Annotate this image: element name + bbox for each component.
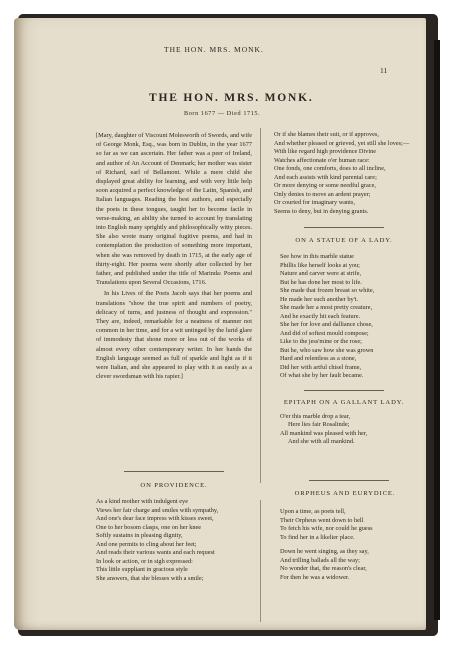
poem-line: For then he was a widower.: [280, 573, 350, 581]
poem-line: No wonder that, the reason's clear,: [280, 565, 367, 572]
poem-line: One fonds, one comforts, does to all incline,: [274, 165, 386, 172]
poem-line: But he, who saw how she was grown: [280, 346, 374, 354]
poem-continuation: [274, 131, 414, 216]
poem-line: Nature and carver were at strife,: [280, 270, 362, 278]
poem-line: Only denies to move an ardent prayer;: [274, 190, 371, 198]
book-edge: [434, 40, 440, 620]
bio-paragraph: In his Lives of the Poets Jacob says that her poems and translations "show the true spirit and numbers of poetry, delicacy of turns, and justness of thought and expression." They are, indeed, remarkable for a neatness of manner not common in her time, and for a wit untinged by the lurid glare of immodesty that shone more or less out of the works of almost every other contemporary writer. In her hands the English language seemed as full of sparkle and light as if it were Italian, and she appeared to play with it as easily as a clever swordsman with his rapier.]: [96, 290, 252, 381]
poem-line: O'er this marble drop a tear,: [280, 412, 351, 420]
poem-line: This little suppliant in gracious style: [96, 566, 188, 573]
poem-line: Or more denying or some needful grace,: [274, 182, 376, 189]
poem-line: And trilling ballads all the way;: [280, 556, 360, 564]
poem-line: Here lies fair Rosalinde;: [288, 421, 350, 429]
poem-statue: [274, 253, 414, 381]
poem-line: Their Orpheus went down to hell: [280, 516, 364, 524]
poem-line: And did of softest mould compose;: [280, 329, 369, 337]
poem-epitaph: [274, 413, 414, 447]
poem-orpheus: [280, 508, 420, 582]
poem-line: Or if she blames their suit, or if approves,: [274, 131, 379, 138]
poem-title: ORPHEUS AND EURYDICE.: [294, 490, 396, 497]
poem-line: To fetch his wife, nor could he guess: [280, 525, 373, 532]
poem-line: And reads their various wants and each request: [96, 549, 215, 556]
bio-paragraph: [Mary, daughter of Viscount Molesworth of Swords, and wife of George Monk, Esq., was born in Dublin, in the year 1677 so far as we can ascertain. Her father was a peer of Ireland, and author of An Account of Denmark; her mother was sister of Richard, earl of Bellamont. While a mere child she displayed great ability for learning, and with very little help soon acquired a perfect knowledge of the Latin, Spanish, and Italian languages. Reading the best authors, and especially the poets in these tongues, taught her to become facile in verse-making, an ability she turned to account by translating into English many sprightly and philosophically witty pieces. She also wrote many original fugitive poems, and had in contemplation the production of something more important, when she was removed by death in 1715, at the early age of thirty-eight. Her poems were shortly after collected by her father, and published under the title of Marinda: Poems and Translations upon Several Occasions, 1716.: [96, 132, 252, 287]
poem-line: She her for love and dalliance chose,: [280, 321, 373, 329]
poem-line: She answers, that she blesses with a smile;: [96, 574, 204, 582]
section-rule: [304, 227, 384, 228]
poem-line: And one permits to cling about her feet;: [96, 540, 197, 548]
poem-line: Or courted for imaginary wants,: [274, 199, 355, 206]
poem-line: She made her a most pretty creature,: [280, 304, 373, 312]
lifespan: Born 1677 — Died 1715.: [184, 110, 261, 117]
poem-line: As a kind mother with indulgent eye: [96, 498, 188, 505]
poem-line: All mankind was pleased with her,: [280, 429, 368, 437]
poem-line: Softly sustains in pleasing dignity,: [96, 532, 183, 539]
poem-line: See how in this marble statue: [280, 253, 354, 261]
poem-line: Did her with artful chisel frame,: [280, 363, 362, 371]
poem-line: And she with all mankind.: [288, 438, 355, 446]
poem-line: Views her fair charge and smiles with sympathy,: [96, 506, 219, 514]
section-rule: [309, 480, 389, 481]
poem-line: And one's dear face impress with kisses sweet,: [96, 515, 214, 522]
column-divider: [260, 128, 261, 483]
poem-line: Down he went singing, as they say,: [280, 548, 369, 555]
running-head: THE HON. MRS. MONK.: [164, 45, 264, 54]
section-rule: [304, 390, 384, 391]
poem-title: EPITAPH ON A GALLANT LADY.: [283, 398, 405, 406]
poem-line: Hard and relentless as a stone,: [280, 355, 357, 363]
poem-providence: [96, 498, 256, 583]
poem-line: To find her in a likelier place.: [280, 533, 355, 541]
poem-line: He made her such another by't.: [280, 295, 359, 303]
page-gutter-shadow: [14, 18, 24, 630]
poem-line: Like to the jess'mine or the rose;: [280, 338, 362, 346]
right-column: [274, 131, 414, 447]
poem-line: One to her bosom clasps, one on her knee: [96, 523, 202, 531]
poem-line: Of what she by her fault became.: [280, 372, 364, 380]
poem-line: But he has done her most to life.: [280, 278, 362, 286]
poem-line: With like regard high providence Divine: [274, 148, 377, 155]
poem-line: In look or action, or in sigh expressed:: [96, 557, 193, 565]
poem-line: And he exactly hit each feature.: [280, 312, 361, 320]
poem-line: Watches affectionate o'er human race:: [274, 156, 370, 164]
column-divider: [260, 500, 261, 622]
book-page: [14, 18, 426, 630]
poem-line: Upon a time, as poets tell,: [280, 508, 346, 515]
poem-line: Seems to deny, but in denying grants.: [274, 207, 369, 215]
poem-line: And whether pleased or grieved, yet still she loves;—: [274, 139, 410, 147]
poem-title: ON PROVIDENCE.: [140, 482, 208, 489]
poem-line: And each assists with kind parental care;: [274, 173, 377, 181]
section-rule: [124, 471, 224, 472]
poem-line: She made that frozen breast so white,: [280, 287, 375, 295]
biography-column: [96, 131, 252, 381]
page-number: 11: [380, 66, 388, 75]
poem-line: Phillis like herself looks at you;: [280, 261, 360, 269]
page-title: THE HON. MRS. MONK.: [149, 92, 314, 104]
poem-title: ON A STATUE OF A LADY.: [295, 237, 393, 244]
